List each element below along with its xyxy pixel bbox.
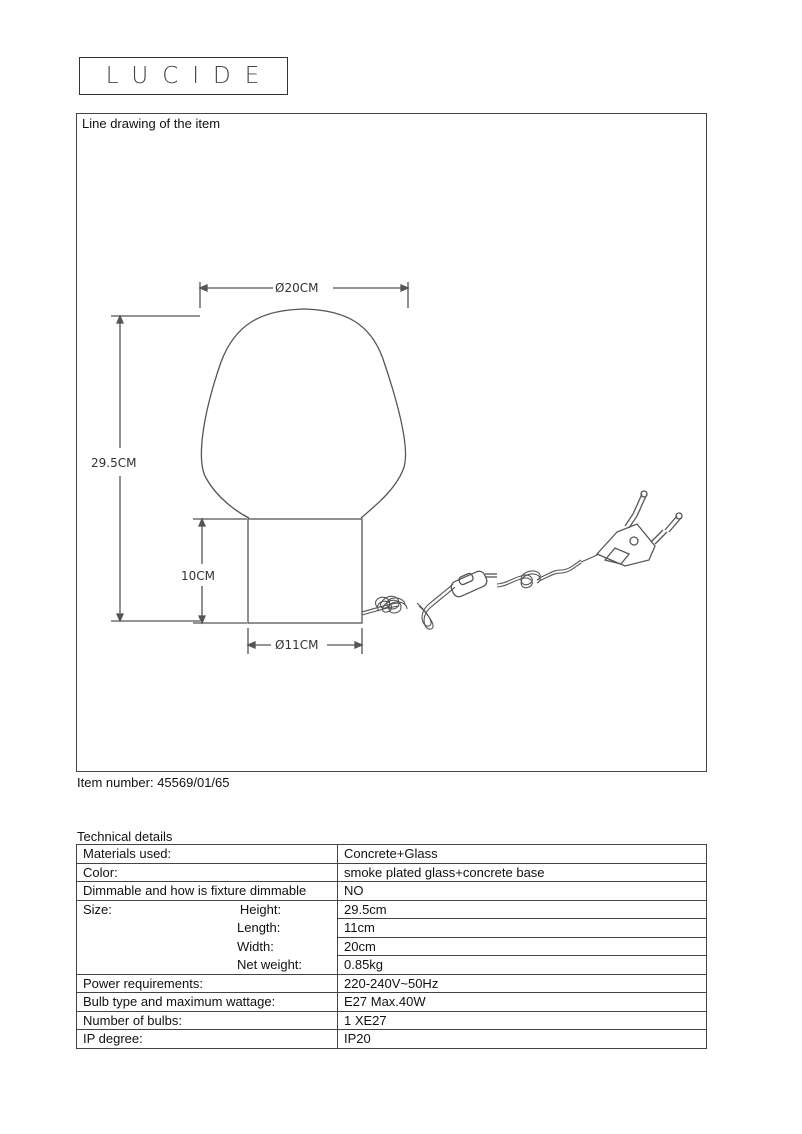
spec-value: 11cm <box>338 919 707 938</box>
table-row <box>77 919 707 938</box>
spec-value: 0.85kg <box>338 956 707 975</box>
plug <box>597 491 682 566</box>
spec-label: Materials used: <box>77 845 338 864</box>
spec-label <box>77 956 338 975</box>
spec-label: Color: <box>77 863 338 882</box>
spec-value: 220-240V~50Hz <box>338 974 707 993</box>
table-row <box>77 845 707 864</box>
spec-value: Concrete+Glass <box>338 845 707 864</box>
length-sublabel: Length: <box>237 920 281 936</box>
spec-value: 1 XE27 <box>338 1011 707 1030</box>
table-row <box>77 1030 707 1049</box>
lamp-line-drawing <box>77 114 708 773</box>
spec-label: Bulb type and maximum wattage: <box>77 993 338 1012</box>
lucide-logo <box>79 57 288 95</box>
table-row <box>77 1011 707 1030</box>
shade-diameter-label: Ø20CM <box>275 281 319 295</box>
base-height-label: 10CM <box>181 569 216 583</box>
total-height-label: 29.5CM <box>91 456 137 470</box>
table-row <box>77 863 707 882</box>
width-sublabel: Width: <box>237 938 274 954</box>
line-drawing-panel <box>76 113 707 772</box>
size-label: Size: <box>83 902 112 917</box>
table-row <box>77 900 707 919</box>
spec-label: Power requirements: <box>77 974 338 993</box>
spec-value: E27 Max.40W <box>338 993 707 1012</box>
spec-value: IP20 <box>338 1030 707 1049</box>
inline-switch <box>449 569 497 598</box>
spec-label: Number of bulbs: <box>77 1011 338 1030</box>
logo-text: LUCIDE <box>105 63 274 89</box>
spec-label: IP degree: <box>77 1030 338 1049</box>
height-sublabel: Height: <box>239 902 282 917</box>
power-cord <box>362 554 599 629</box>
table-row <box>77 993 707 1012</box>
spec-value: 20cm <box>338 937 707 956</box>
spec-label <box>77 900 338 919</box>
technical-details-table <box>76 844 707 1049</box>
spec-value: smoke plated glass+concrete base <box>338 863 707 882</box>
item-number: Item number: 45569/01/65 <box>77 775 230 790</box>
table-row <box>77 956 707 975</box>
spec-value: NO <box>338 882 707 901</box>
net-weight-sublabel: Net weight: <box>237 957 303 972</box>
table-row <box>77 937 707 956</box>
lamp-base-outline <box>248 519 362 623</box>
table-row <box>77 882 707 901</box>
lamp-shade-outline <box>201 309 405 518</box>
table-row <box>77 974 707 993</box>
spec-label <box>77 919 338 938</box>
technical-details-title: Technical details <box>77 829 173 844</box>
base-diameter-label: Ø11CM <box>275 638 319 652</box>
spec-label <box>77 937 338 956</box>
drawing-caption: Line drawing of the item <box>82 116 221 131</box>
spec-label: Dimmable and how is fixture dimmable <box>77 882 338 901</box>
spec-value: 29.5cm <box>338 900 707 919</box>
